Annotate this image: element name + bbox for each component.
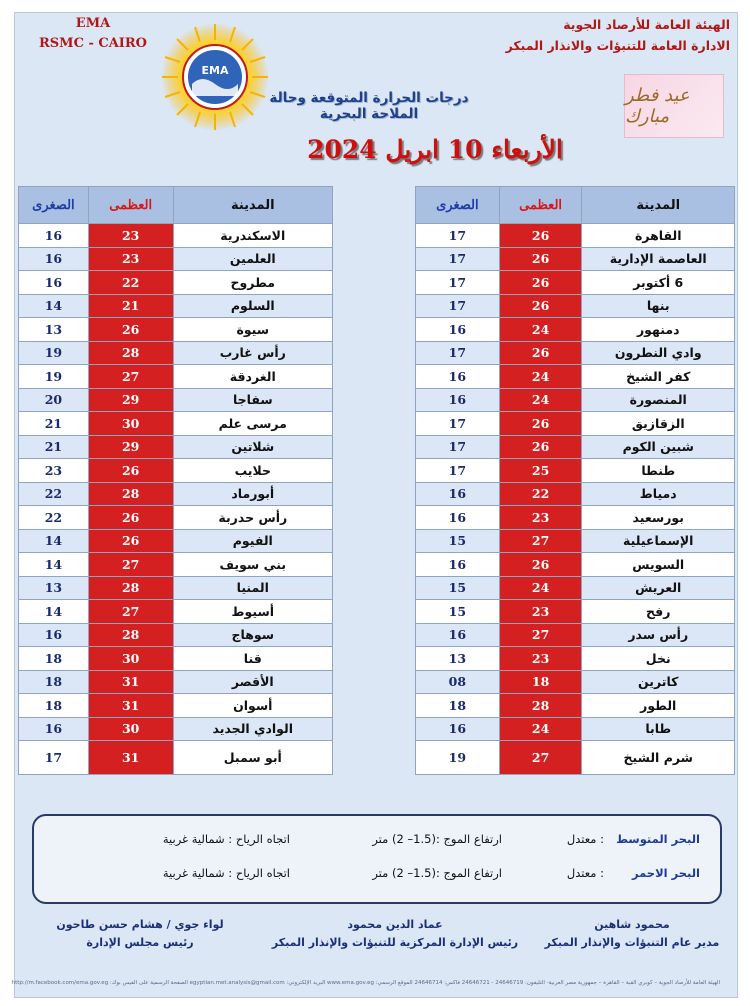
- signature-title: مدير عام التنبؤات والإنذار المبكر: [544, 936, 720, 949]
- sea-row-mediterranean: [34, 832, 720, 854]
- max-temp-cell: 26: [88, 459, 173, 483]
- bulletin-date: الأربعاء 10 ابريل 2024: [307, 135, 563, 164]
- min-temp-cell: 16: [19, 224, 89, 248]
- city-name-cell: سيوة: [173, 318, 332, 342]
- footer-contact: الهيئة العامة للأرصاد الجوية – كوبري القبة – القاهرة – جمهورية مصر العربية- التليفون: 24646719 - 24646721 فاكس: 24646714 الموقع الرسمي: www.ema.gov.eg البريد الإلكتروني: egyptian.met.analysis@gmail.com الصفحة الرسمية على الفيس بوك: http://m.facebook.com/ema.gov.eg: [11, 980, 720, 986]
- max-temp-cell: 24: [499, 318, 582, 342]
- max-temp-cell: 23: [88, 224, 173, 248]
- table-row: [416, 623, 735, 647]
- table-row: [416, 506, 735, 530]
- header-min: الصغرى: [19, 187, 89, 224]
- greeting-text: عيد فطر مبارك: [625, 85, 690, 127]
- min-temp-cell: 17: [416, 224, 500, 248]
- min-temp-cell: 14: [19, 553, 89, 577]
- signature-central-head: [270, 916, 520, 952]
- city-name-cell: قنا: [173, 647, 332, 671]
- city-name-cell: شرم الشيخ: [582, 741, 735, 775]
- max-temp-cell: 28: [499, 694, 582, 718]
- org-abbrev: EMA: [75, 16, 111, 31]
- table-row: [416, 224, 735, 248]
- city-name-cell: دمياط: [582, 482, 735, 506]
- max-temp-cell: 26: [499, 553, 582, 577]
- wave-height: ارتفاع الموج :(1.5– 2) متر: [372, 866, 502, 880]
- city-name-cell: الفيوم: [173, 529, 332, 553]
- max-temp-cell: 21: [88, 294, 173, 318]
- city-name-cell: الوادي الجديد: [173, 717, 332, 741]
- city-name-cell: بني سويف: [173, 553, 332, 577]
- city-name-cell: المنيا: [173, 576, 332, 600]
- min-temp-cell: 23: [19, 459, 89, 483]
- max-temp-cell: 26: [499, 435, 582, 459]
- max-temp-cell: 26: [88, 318, 173, 342]
- sea-state: : معتدل: [566, 832, 604, 846]
- city-name-cell: السلوم: [173, 294, 332, 318]
- min-temp-cell: 16: [416, 365, 500, 389]
- max-temp-cell: 27: [499, 623, 582, 647]
- min-temp-cell: 16: [19, 623, 89, 647]
- max-temp-cell: 26: [499, 224, 582, 248]
- wind-direction: اتجاه الرياح : شمالية غربية: [162, 832, 290, 846]
- city-name-cell: أبو سمبل: [173, 741, 332, 775]
- city-name-cell: وادي النطرون: [582, 341, 735, 365]
- city-name-cell: الطور: [582, 694, 735, 718]
- max-temp-cell: 25: [499, 459, 582, 483]
- table-row: [416, 482, 735, 506]
- min-temp-cell: 16: [416, 623, 500, 647]
- org-dept-ar: الادارة العامة للتنبؤات والانذار المبكر: [505, 38, 730, 53]
- city-name-cell: العلمين: [173, 247, 332, 271]
- max-temp-cell: 29: [88, 388, 173, 412]
- right-cities-table: [415, 186, 735, 775]
- max-temp-cell: 24: [499, 365, 582, 389]
- min-temp-cell: 16: [416, 482, 500, 506]
- header-min: الصغرى: [416, 187, 500, 224]
- table-row: [19, 506, 333, 530]
- max-temp-cell: 26: [88, 529, 173, 553]
- city-name-cell: سوهاج: [173, 623, 332, 647]
- table-row: [416, 247, 735, 271]
- max-temp-cell: 22: [499, 482, 582, 506]
- min-temp-cell: 18: [19, 694, 89, 718]
- table-row: [19, 670, 333, 694]
- table-row: [19, 271, 333, 295]
- org-name-ar: الهيئة العامة للأرصاد الجوية: [563, 17, 730, 32]
- signature-name: لواء جوي / هشام حسن طاحون: [56, 918, 224, 931]
- header-max: العظمى: [499, 187, 582, 224]
- city-name-cell: كاترين: [582, 670, 735, 694]
- table-row: [19, 318, 333, 342]
- signature-chairman: [40, 916, 240, 952]
- min-temp-cell: 19: [416, 741, 500, 775]
- min-temp-cell: 18: [19, 647, 89, 671]
- table-row: [416, 318, 735, 342]
- table-row: [19, 623, 333, 647]
- max-temp-cell: 23: [499, 600, 582, 624]
- org-english-block: [38, 14, 148, 54]
- min-temp-cell: 14: [19, 529, 89, 553]
- table-row: [416, 271, 735, 295]
- max-temp-cell: 23: [499, 506, 582, 530]
- max-temp-cell: 23: [499, 647, 582, 671]
- table-row: [19, 647, 333, 671]
- city-name-cell: الاسكندرية: [173, 224, 332, 248]
- city-name-cell: دمنهور: [582, 318, 735, 342]
- table-row: [19, 412, 333, 436]
- city-name-cell: الغردقة: [173, 365, 332, 389]
- wave-height: ارتفاع الموج :(1.5– 2) متر: [372, 832, 502, 846]
- max-temp-cell: 31: [88, 670, 173, 694]
- min-temp-cell: 18: [19, 670, 89, 694]
- max-temp-cell: 26: [499, 247, 582, 271]
- table-row: [416, 694, 735, 718]
- min-temp-cell: 14: [19, 294, 89, 318]
- min-temp-cell: 08: [416, 670, 500, 694]
- table-row: [416, 365, 735, 389]
- table-header-row: [416, 187, 735, 224]
- eid-greeting-card: [624, 74, 724, 138]
- min-temp-cell: 15: [416, 529, 500, 553]
- min-temp-cell: 21: [19, 435, 89, 459]
- max-temp-cell: 27: [499, 741, 582, 775]
- table-row: [416, 459, 735, 483]
- max-temp-cell: 26: [499, 271, 582, 295]
- city-name-cell: الإسماعيلية: [582, 529, 735, 553]
- city-name-cell: مرسى علم: [173, 412, 332, 436]
- min-temp-cell: 19: [19, 365, 89, 389]
- max-temp-cell: 30: [88, 647, 173, 671]
- table-header-row: [19, 187, 333, 224]
- min-temp-cell: 15: [416, 576, 500, 600]
- table-row: [19, 247, 333, 271]
- min-temp-cell: 17: [416, 459, 500, 483]
- city-name-cell: طابا: [582, 717, 735, 741]
- wind-direction: اتجاه الرياح : شمالية غربية: [162, 866, 290, 880]
- sea-state: : معتدل: [566, 866, 604, 880]
- city-name-cell: رفح: [582, 600, 735, 624]
- min-temp-cell: 16: [416, 318, 500, 342]
- signature-title: رئيس مجلس الإدارة: [86, 936, 194, 949]
- table-row: [19, 741, 333, 775]
- min-temp-cell: 22: [19, 482, 89, 506]
- table-row: [416, 341, 735, 365]
- max-temp-cell: 26: [499, 294, 582, 318]
- table-row: [416, 741, 735, 775]
- table-row: [19, 341, 333, 365]
- table-row: [416, 388, 735, 412]
- table-row: [19, 459, 333, 483]
- city-name-cell: سفاجا: [173, 388, 332, 412]
- table-row: [19, 435, 333, 459]
- max-temp-cell: 26: [499, 341, 582, 365]
- max-temp-cell: 28: [88, 623, 173, 647]
- max-temp-cell: 27: [88, 600, 173, 624]
- city-name-cell: رأس حدربة: [173, 506, 332, 530]
- min-temp-cell: 16: [416, 506, 500, 530]
- sea-row-red-sea: [34, 866, 720, 888]
- city-name-cell: العريش: [582, 576, 735, 600]
- city-name-cell: بورسعيد: [582, 506, 735, 530]
- min-temp-cell: 17: [19, 741, 89, 775]
- min-temp-cell: 13: [19, 576, 89, 600]
- min-temp-cell: 14: [19, 600, 89, 624]
- signature-name: عماد الدين محمود: [347, 918, 443, 931]
- min-temp-cell: 16: [416, 553, 500, 577]
- max-temp-cell: 30: [88, 412, 173, 436]
- min-temp-cell: 16: [416, 388, 500, 412]
- table-row: [416, 294, 735, 318]
- max-temp-cell: 22: [88, 271, 173, 295]
- table-row: [19, 294, 333, 318]
- city-name-cell: السويس: [582, 553, 735, 577]
- city-name-cell: كفر الشيخ: [582, 365, 735, 389]
- table-row: [19, 388, 333, 412]
- table-row: [19, 224, 333, 248]
- city-name-cell: العاصمة الإدارية: [582, 247, 735, 271]
- city-name-cell: شلاتين: [173, 435, 332, 459]
- min-temp-cell: 17: [416, 412, 500, 436]
- table-row: [416, 600, 735, 624]
- table-row: [416, 529, 735, 553]
- org-arabic-block: [506, 14, 730, 56]
- max-temp-cell: 28: [88, 576, 173, 600]
- city-name-cell: رأس غارب: [173, 341, 332, 365]
- city-name-cell: المنصورة: [582, 388, 735, 412]
- max-temp-cell: 24: [499, 576, 582, 600]
- min-temp-cell: 17: [416, 271, 500, 295]
- min-temp-cell: 17: [416, 341, 500, 365]
- max-temp-cell: 18: [499, 670, 582, 694]
- header-max: العظمى: [88, 187, 173, 224]
- city-name-cell: حلايب: [173, 459, 332, 483]
- table-row: [19, 600, 333, 624]
- max-temp-cell: 28: [88, 482, 173, 506]
- table-row: [416, 647, 735, 671]
- max-temp-cell: 26: [88, 506, 173, 530]
- max-temp-cell: 24: [499, 388, 582, 412]
- city-name-cell: شبين الكوم: [582, 435, 735, 459]
- min-temp-cell: 16: [19, 717, 89, 741]
- city-name-cell: رأس سدر: [582, 623, 735, 647]
- min-temp-cell: 13: [416, 647, 500, 671]
- city-name-cell: مطروح: [173, 271, 332, 295]
- city-name-cell: الأقصر: [173, 670, 332, 694]
- table-row: [19, 482, 333, 506]
- org-center: RSMC - CAIRO: [38, 36, 148, 51]
- signature-name: محمود شاهين: [594, 918, 670, 931]
- min-temp-cell: 20: [19, 388, 89, 412]
- city-name-cell: 6 أكتوبر: [582, 271, 735, 295]
- bulletin-subtitle: درجات الحرارة المتوقعة وحالة الملاحة البحرية: [269, 90, 469, 122]
- table-row: [416, 553, 735, 577]
- min-temp-cell: 17: [416, 247, 500, 271]
- sea-state-box: [32, 814, 722, 904]
- min-temp-cell: 19: [19, 341, 89, 365]
- max-temp-cell: 28: [88, 341, 173, 365]
- city-name-cell: نخل: [582, 647, 735, 671]
- min-temp-cell: 21: [19, 412, 89, 436]
- max-temp-cell: 27: [499, 529, 582, 553]
- min-temp-cell: 18: [416, 694, 500, 718]
- min-temp-cell: 13: [19, 318, 89, 342]
- max-temp-cell: 23: [88, 247, 173, 271]
- table-row: [416, 670, 735, 694]
- table-row: [416, 412, 735, 436]
- table-row: [19, 529, 333, 553]
- min-temp-cell: 16: [19, 247, 89, 271]
- city-name-cell: أسيوط: [173, 600, 332, 624]
- header-city: المدينة: [173, 187, 332, 224]
- city-name-cell: أسوان: [173, 694, 332, 718]
- table-row: [19, 717, 333, 741]
- table-row: [19, 553, 333, 577]
- logo-text: EMA: [201, 64, 229, 77]
- city-name-cell: القاهرة: [582, 224, 735, 248]
- signature-title: رئيس الإدارة المركزية للتنبؤات والإنذار المبكر: [271, 936, 519, 949]
- city-name-cell: أبورماد: [173, 482, 332, 506]
- max-temp-cell: 26: [499, 412, 582, 436]
- min-temp-cell: 16: [19, 271, 89, 295]
- header-city: المدينة: [582, 187, 735, 224]
- min-temp-cell: 15: [416, 600, 500, 624]
- max-temp-cell: 24: [499, 717, 582, 741]
- city-name-cell: الزقازيق: [582, 412, 735, 436]
- max-temp-cell: 31: [88, 741, 173, 775]
- table-row: [19, 576, 333, 600]
- max-temp-cell: 31: [88, 694, 173, 718]
- min-temp-cell: 16: [416, 717, 500, 741]
- table-row: [19, 365, 333, 389]
- max-temp-cell: 30: [88, 717, 173, 741]
- table-row: [416, 435, 735, 459]
- city-name-cell: بنها: [582, 294, 735, 318]
- max-temp-cell: 29: [88, 435, 173, 459]
- signature-forecast-director: [532, 916, 732, 952]
- max-temp-cell: 27: [88, 365, 173, 389]
- table-row: [19, 694, 333, 718]
- city-name-cell: طنطا: [582, 459, 735, 483]
- min-temp-cell: 17: [416, 435, 500, 459]
- table-row: [416, 717, 735, 741]
- max-temp-cell: 27: [88, 553, 173, 577]
- min-temp-cell: 17: [416, 294, 500, 318]
- left-cities-table: [18, 186, 333, 775]
- sea-name: البحر المتوسط: [616, 832, 700, 846]
- sea-name: البحر الاحمر: [631, 866, 700, 880]
- min-temp-cell: 22: [19, 506, 89, 530]
- table-row: [416, 576, 735, 600]
